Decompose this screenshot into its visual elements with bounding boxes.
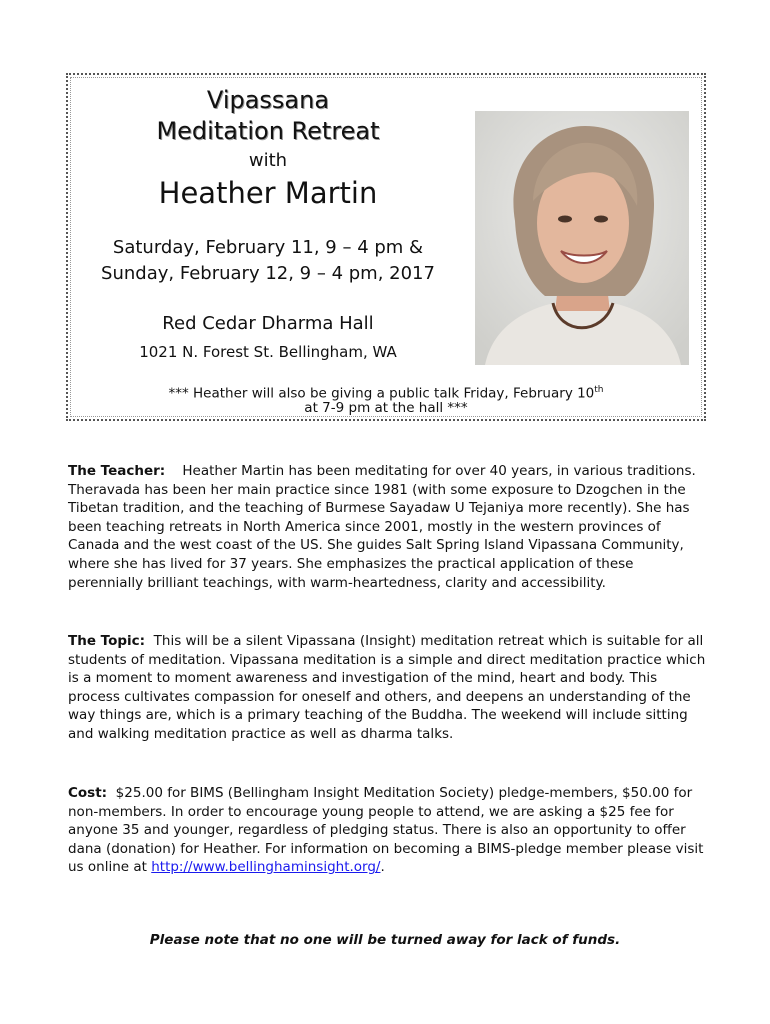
- date-line-2: Sunday, February 12, 9 – 4 pm, 2017: [101, 263, 435, 284]
- teacher-paragraph: [68, 462, 708, 592]
- title-line-2: Meditation Retreat: [156, 117, 380, 145]
- topic-text: This will be a silent Vipassana (Insight) meditation retreat which is suitable for all students of meditation. Vipassana meditation is a simple and direct meditation practice which is a moment to moment awareness and investigation of the mind, heart and body. This process cultivates compassion for oneself and others, and deepens an understanding of the way things are, which is a primary teaching of the Buddha. The weekend will include sitting and walking meditation practice as well as dharma talks.: [68, 633, 706, 742]
- cost-paragraph: [68, 784, 708, 877]
- cost-heading: Cost:: [68, 785, 108, 801]
- topic-heading: The Topic:: [68, 633, 146, 649]
- title-line-1: Vipassana: [206, 86, 330, 114]
- public-talk-note-text: *** Heather will also be giving a public talk Friday, February 10: [168, 385, 595, 402]
- date-line-1: Saturday, February 11, 9 – 4 pm &: [112, 237, 424, 258]
- cost-trailing: .: [380, 859, 385, 876]
- with-label: with: [248, 150, 288, 171]
- bims-website-link[interactable]: http://www.bellinghaminsight.org/: [151, 859, 381, 876]
- teacher-heading: The Teacher:: [68, 463, 166, 479]
- venue-name: Red Cedar Dharma Hall: [162, 313, 374, 334]
- teacher-text: Heather Martin has been meditating for over 40 years, in various traditions. Theravada has been her main practice since 1981 (with some exposure to Dzogchen in the Tibetan tradition, and the teaching of Burmese Sayadaw U Tejaniya more recently). She has been teaching retreats in North America since 2001, mostly in the western provinces of Canada and the west coast of the US. She guides Salt Spring Island Vipassana Community, where she has lived for 37 years. She emphasizes the practical application of these perennially brilliant teachings, with warm-heartedness, clarity and accessibility.: [68, 463, 696, 591]
- public-talk-note-line-1: [68, 381, 704, 403]
- venue-address: 1021 N. Forest St. Bellingham, WA: [139, 343, 397, 361]
- teacher-name: Heather Martin: [158, 176, 378, 210]
- topic-paragraph: [68, 632, 708, 744]
- funds-note: Please note that no one will be turned away for lack of funds.: [149, 932, 621, 948]
- event-header-box: [66, 73, 706, 421]
- teacher-photo: [475, 111, 689, 365]
- cost-text: $25.00 for BIMS (Bellingham Insight Meditation Society) pledge-members, $50.00 for non-members. In order to encourage young people to attend, we are asking a $25 fee for anyone 35 and younger, regardless of pledging status. There is also an opportunity to offer dana (donation) for Heather. For information on becoming a BIMS-pledge member please visit us online at: [68, 785, 704, 876]
- ordinal-suffix: th: [594, 385, 604, 395]
- public-talk-note-line-2: at 7-9 pm at the hall ***: [304, 400, 468, 416]
